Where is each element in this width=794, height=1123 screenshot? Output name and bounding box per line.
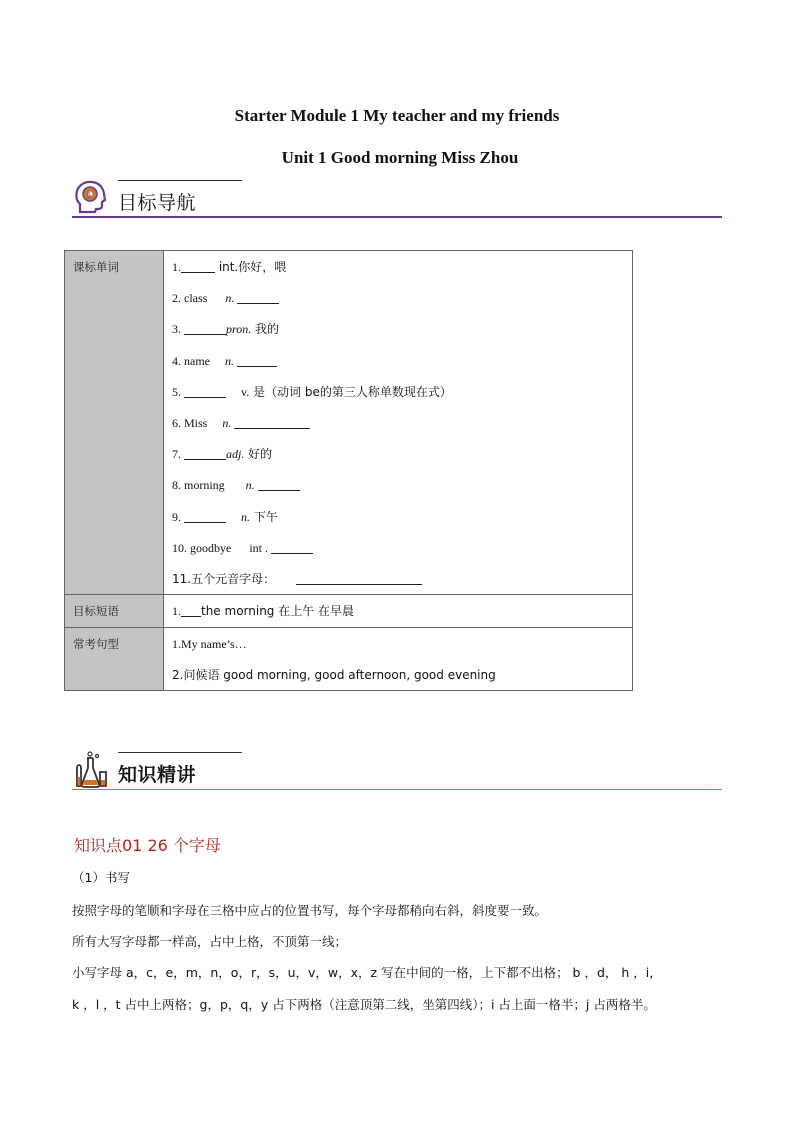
vocab-item-10: 10. goodbye int .	[172, 532, 624, 563]
blank[interactable]	[181, 259, 215, 273]
header-top-rule	[118, 752, 242, 753]
blank[interactable]	[184, 446, 226, 460]
phrase-label: 目标短语	[65, 595, 164, 628]
page-title: Starter Module 1 My teacher and my friends	[234, 106, 560, 125]
head-gear-icon	[72, 178, 110, 216]
page-subtitle: Unit 1 Good morning Miss Zhou	[281, 148, 519, 167]
section-label: 目标导航	[118, 192, 197, 214]
vocab-item-5: 5. v. 是（动词 be的第三人称单数现在式）	[172, 384, 452, 399]
vocab-item-1: 1. int.你好，喂	[172, 260, 287, 274]
vocab-item-4: 4. name n.	[172, 345, 624, 376]
blank[interactable]	[271, 540, 313, 554]
subheading: （1）书写	[72, 870, 130, 885]
phrase-cell	[164, 595, 633, 628]
sentence-label: 常考句型	[65, 628, 164, 691]
vocab-row	[65, 251, 633, 595]
header-bottom-rule	[72, 789, 722, 790]
phrase-item: 1. the morning 在上午 在早晨	[172, 604, 355, 619]
knowledge-point-title: 知识点01 26 个字母	[74, 836, 221, 855]
sentence-item-1: 1.My name’s…	[172, 637, 247, 652]
flask-icon	[72, 750, 110, 788]
sentence-cell	[164, 628, 633, 691]
blank[interactable]	[184, 384, 226, 398]
blank[interactable]	[296, 571, 422, 585]
blank[interactable]	[184, 321, 226, 335]
paragraph: 所有大写字母都一样高，占中上格，不顶第一线；	[72, 934, 348, 949]
vocab-item-2: 2. class n.	[172, 282, 624, 313]
blank[interactable]	[181, 603, 201, 617]
vocab-item-3: 3. pron. 我的	[172, 322, 280, 337]
paragraph: 按照字母的笔顺和字母在三格中应占的位置书写，每个字母都稍向右斜，斜度要一致。	[72, 903, 548, 918]
paragraph: k ，l ，t 占中上两格；g，p，q，y 占下两格（注意顶第二线，坐第四线）；i 占上面一格半；j 占两格半。	[72, 997, 656, 1012]
vocab-item-6: 6. Miss n.	[172, 407, 624, 438]
vocab-item-11: 11.五个元音字母：	[172, 563, 624, 594]
header-top-rule	[118, 180, 242, 181]
phrase-row	[65, 595, 633, 628]
vocab-cell	[164, 251, 633, 595]
paragraph: 小写字母 a，c，e，m，n，o，r，s，u，v，w，x，z 写在中间的一格，上下都不出格； b ，d， h ，i，	[72, 965, 662, 980]
section-label: 知识精讲	[118, 764, 197, 786]
blank[interactable]	[234, 415, 310, 429]
header-bottom-rule	[72, 216, 722, 218]
section-header-goals	[72, 178, 722, 218]
vocab-item-7: 7. adj. 好的	[172, 447, 273, 462]
sentence-row	[65, 628, 633, 691]
blank[interactable]	[184, 509, 226, 523]
goal-table	[64, 250, 633, 691]
sentence-item-2: 2.问候语 good morning, good afternoon, good evening	[172, 668, 496, 683]
vocab-label: 课标单词	[65, 251, 164, 595]
blank[interactable]	[258, 477, 300, 491]
svg-text:$: $	[86, 190, 92, 200]
section-header-knowledge	[72, 750, 722, 790]
vocab-item-8: 8. morning n.	[172, 469, 624, 500]
blank[interactable]	[237, 353, 277, 367]
vocab-item-9: 9. n. 下午	[172, 509, 278, 524]
blank[interactable]	[237, 290, 279, 304]
